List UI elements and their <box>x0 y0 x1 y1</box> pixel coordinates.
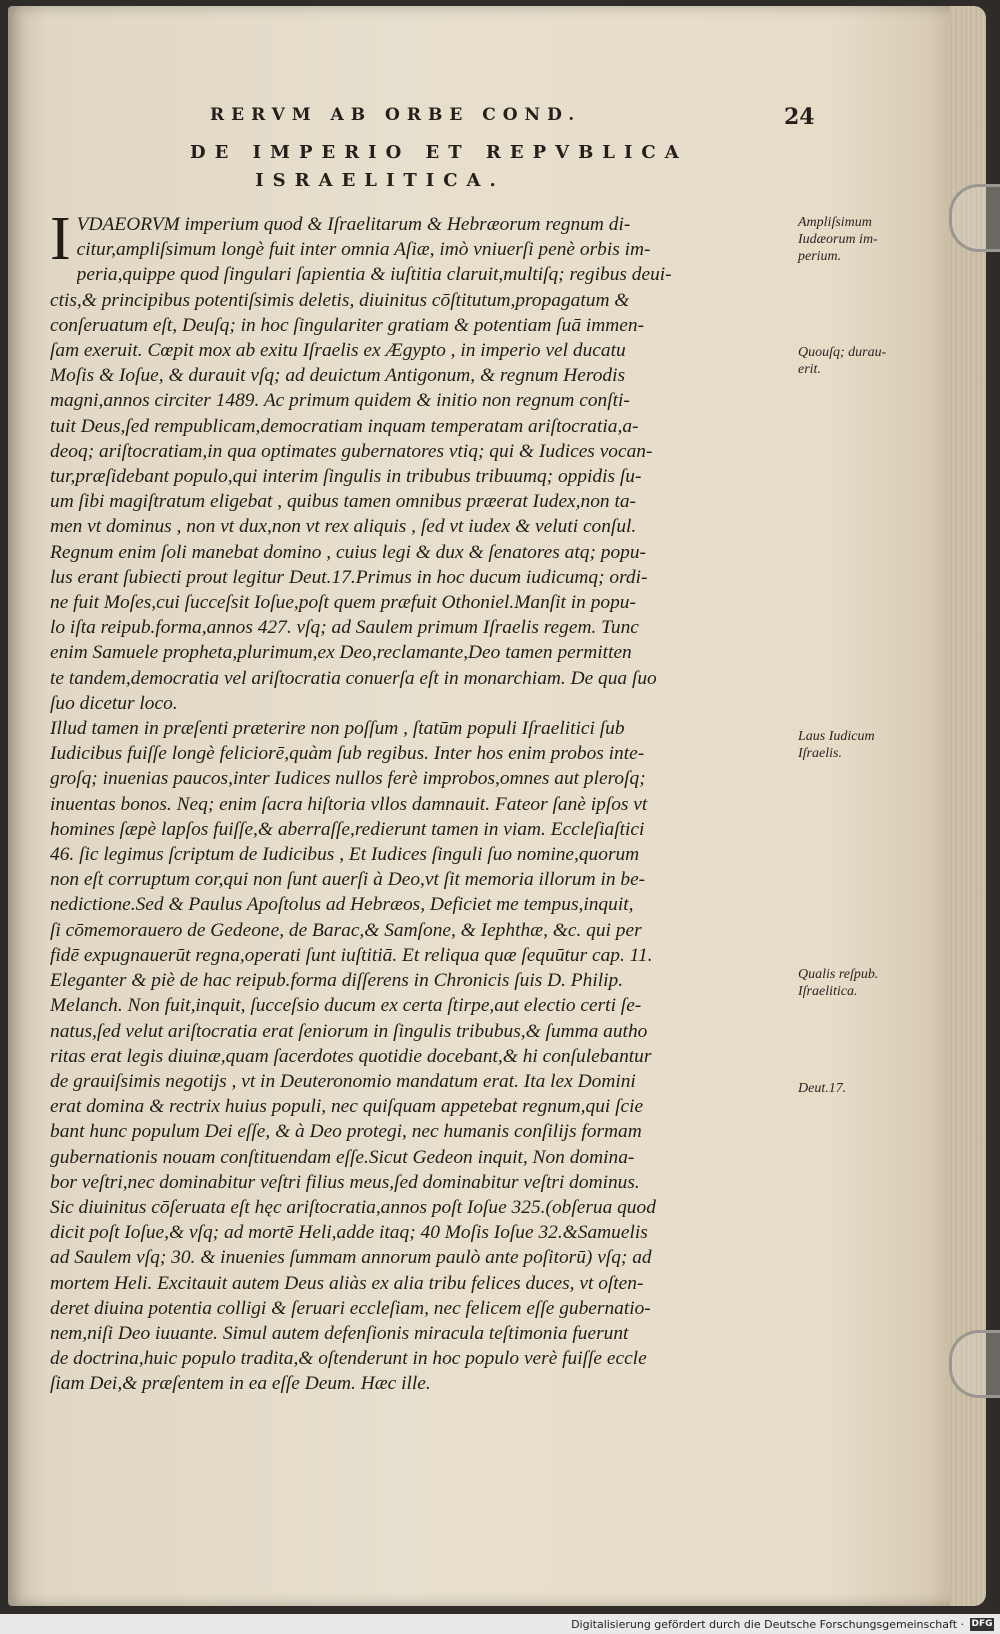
body-line: ne fuit Moſes,cui ſucceſsit Ioſue,poſt quem præfuit Othoniel.Manſit in popu- <box>50 592 636 614</box>
book-clamp-top <box>949 184 1000 252</box>
body-line: inuentas bonos. Neq; enim ſacra hiſtoria vllos damnauit. Fateor ſanè ipſos vt <box>50 793 648 815</box>
chapter-title-line-2: ISRAELITICA. <box>255 170 505 191</box>
running-head: RERVM AB ORBE COND. <box>210 105 582 125</box>
body-line: deoq; ariſtocratiam,in qua optimates gubernatores vtiq; qui & Iudices vocan- <box>50 440 653 462</box>
body-line: um ſibi magiſtratum eligebat , quibus tamen omnibus præerat Iudex,non ta- <box>50 491 636 513</box>
body-line: Regnum enim ſoli manebat domino , cuius legi & dux & ſenatores atq; popu- <box>50 541 646 563</box>
body-line: gubernationis nouam conſtituendam eſſe.Sicut Gedeon inquit, Non domina- <box>50 1146 635 1168</box>
body-line: nedictione.Sed & Paulus Apoſtolus ad Hebræos, Deficiet me tempus,inquit, <box>50 894 634 916</box>
marginal-note-qualis-respub: Qualis reſpub. Iſraelitica. <box>798 967 879 999</box>
body-line: groſq; inuenias paucos,inter Iudices nullos ferè improbos,omnes aut pleroſq; <box>50 768 646 790</box>
body-line: ad Saulem vſq; 30. & inuenies ſummam annorum paulò ante poſitorū) vſq; ad <box>50 1247 652 1269</box>
body-line: tuit Deus,ſed rempublicam,democratiam inquam temperatam ariſtocratia,a- <box>50 415 639 437</box>
dfg-logo-icon: DFG <box>971 1619 993 1629</box>
body-line: peria,quippe quod ſingulari ſapientia & iuſtitia claruit,multiſq; regibus deui- <box>76 264 672 286</box>
marginal-note-deut: Deut.17. <box>798 1081 847 1096</box>
body-line: lus erant ſubiecti prout legitur Deut.17.Primus in hoc ducum iudicumq; ordi- <box>50 566 648 588</box>
body-line: men vt dominus , non vt dux,non vt rex aliquis , ſed vt iudex & veluti conſul. <box>50 516 637 538</box>
body-line: Iudicibus fuiſſe longè feliciorē,quàm ſub regibus. Inter hos enim probos inte- <box>50 743 645 765</box>
body-line: VDAEORVM imperium quod & Iſraelitarum & Hebræorum regnum di- <box>76 214 631 235</box>
body-line: tur,præſidebant populo,qui interim ſingulis in tribubus tribuumq; oppidis ſu- <box>50 466 642 488</box>
body-line: fidē expugnauerūt regna,operati ſunt iuſtitiā. Et reliqua quæ ſequūtur cap. 11. <box>50 944 653 966</box>
body-line: conſeruatum eſt, Deuſq; in hoc ſingulariter gratiam & potentiam ſuā immen- <box>50 314 645 336</box>
book-clamp-bottom <box>949 1330 1000 1398</box>
body-line: Moſis & Ioſue, & durauit vſq; ad deuictum Antigonum, & regnum Herodis <box>50 365 626 387</box>
body-line: bor veſtri,nec dominabitur veſtri filius meus,ſed dominabitur veſtri dominus. <box>50 1171 640 1193</box>
body-line: citur,ampliſsimum longè fuit inter omnia Aſiæ, imò vniuerſi penè orbis im- <box>76 239 651 261</box>
body-line: 46. ſic legimus ſcriptum de Iudicibus , Et Iudices ſinguli ſuo nomine,quorum <box>50 844 640 866</box>
chapter-title-line-1: DE IMPERIO ET REPVBLICA <box>190 142 688 163</box>
body-line: Melanch. Non fuit,inquit, ſucceſsio ducum ex certa ſtirpe,aut electio certi ſe- <box>50 995 642 1017</box>
body-line: ſi cōmemorauero de Gedeone, de Barac,& Samſone, & Iephthæ, &c. qui per <box>50 919 642 941</box>
body-text <box>50 205 795 1397</box>
footer-credit: Digitalisierung gefördert durch die Deutsche Forschungsgemeinschaft · <box>571 1618 964 1631</box>
body-line: ſam exeruit. Cœpit mox ab exitu Iſraelis ex Ægypto , in imperio vel ducatu <box>50 340 626 362</box>
drop-cap: I <box>50 205 71 273</box>
body-line: Illud tamen in præſenti præterire non poſſum , ſtatūm populi Iſraelitici ſub <box>50 718 625 740</box>
body-line: Sic diuinitus cōſeruata eſt hęc ariſtocratia,annos poſt Ioſue 325.(obſerua quod <box>50 1196 656 1218</box>
marginal-note-laus-iudicum: Laus Iudicum Iſraelis. <box>798 729 875 761</box>
marginal-note-quousque: Quouſq; durau- erit. <box>798 345 887 377</box>
body-line: te tandem,democratia vel ariſtocratia conuerſa eſt in monarchiam. De qua ſuo <box>50 667 657 689</box>
body-line: natus,ſed velut ariſtocratia erat ſeniorum in ſingulis tribubus,& ſumma autho <box>50 1020 648 1042</box>
marginal-note-amplissimum: Ampliſsimum Iudæorum im- perium. <box>798 215 878 264</box>
body-line: erat domina & rectrix huius populi, nec quiſquam appetebat regnum,qui ſcie <box>50 1096 644 1118</box>
body-line: ſuo dicetur loco. <box>50 692 178 714</box>
body-line: mortem Heli. Excitauit autem Deus aliàs ex alia tribu felices duces, vt oſten- <box>50 1272 644 1294</box>
page-number: 24 <box>784 104 815 130</box>
body-line: Eleganter & piè de hac reipub.forma diſſerens in Chronicis ſuis D. Philip. <box>50 970 624 992</box>
body-line: dicit poſt Ioſue,& vſq; ad mortē Heli,adde itaq; 40 Moſis Ioſue 32.&Samuelis <box>50 1222 648 1244</box>
body-line: ctis,& principibus potentiſsimis deletis, diuinitus cōſtitutum,propagatum & <box>50 289 630 311</box>
body-line: magni,annos circiter 1489. Ac primum quidem & initio non regnum conſti- <box>50 390 630 412</box>
body-line: ritas erat legis diuinæ,quam ſacerdotes quotidie docebant,& hi conſulebantur <box>50 1045 652 1067</box>
body-line: de grauiſsimis negotijs , vt in Deuteronomio mandatum erat. Ita lex Domini <box>50 1070 636 1092</box>
body-line: non eſt corruptum cor,qui non ſunt auerſi à Deo,vt ſit memoria illorum in be- <box>50 869 646 891</box>
body-line: lo iſta reipub.forma,annos 427. vſq; ad Saulem primum Iſraelis regem. Tunc <box>50 617 639 639</box>
footer-bar <box>0 1614 1000 1634</box>
body-line: enim Samuele propheta,plurimum,ex Deo,reclamante,Deo tamen permitten <box>50 642 632 664</box>
body-line: bant hunc populum Dei eſſe, & à Deo protegi, nec humanis conſilijs formam <box>50 1121 642 1143</box>
body-line: deret diuina potentia colligi & ſeruari eccleſiam, nec felicem eſſe gubernatio- <box>50 1297 651 1319</box>
body-line: de doctrina,huic populo tradita,& oſtenderunt in hoc populo verè fuiſſe eccle <box>50 1348 647 1370</box>
body-line: nem,niſi Deo iuuante. Simul autem defenſionis miracula teſtimonia fuerunt <box>50 1322 629 1344</box>
body-line: ſiam Dei,& præſentem in ea eſſe Deum. Hæc ille. <box>50 1373 431 1395</box>
body-line: homines ſæpè lapſos fuiſſe,& aberraſſe,redierunt tamen in viam. Eccleſiaſtici <box>50 818 645 840</box>
